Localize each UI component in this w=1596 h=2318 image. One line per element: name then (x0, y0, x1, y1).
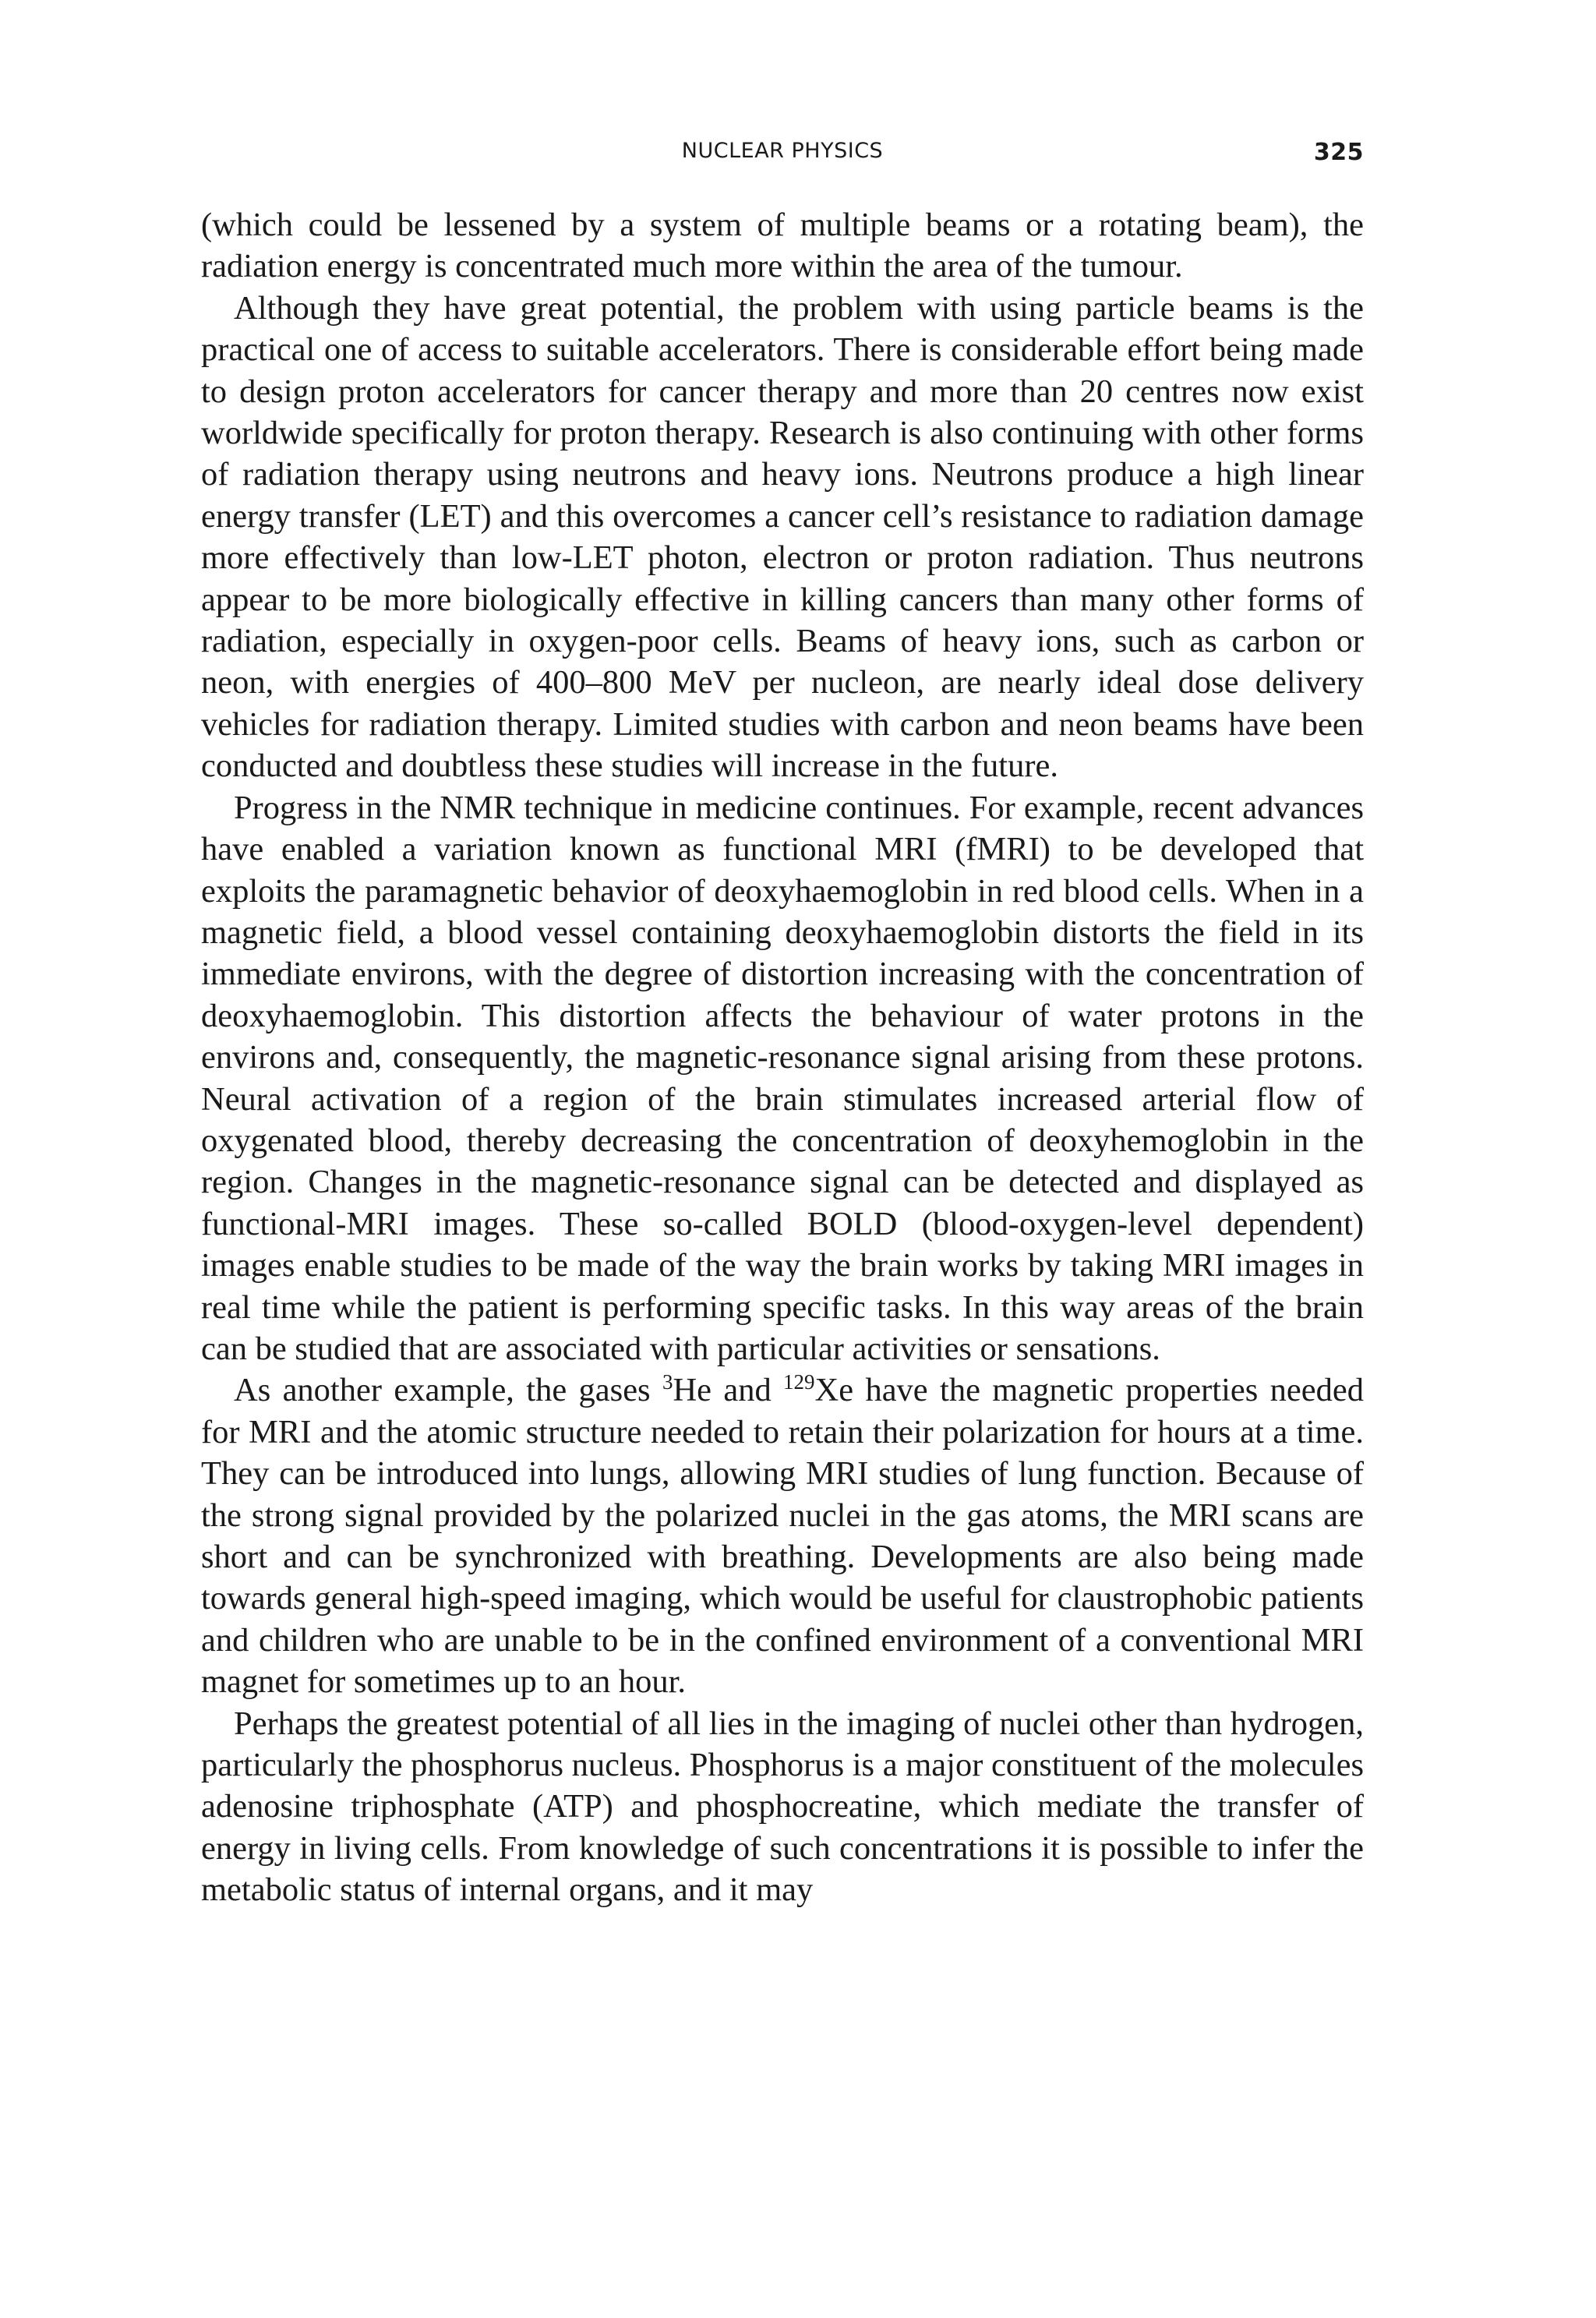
paragraph-polarized-gases (201, 1369, 1364, 1702)
running-title: NUCLEAR PHYSICS (681, 139, 884, 163)
page-number: 325 (1313, 139, 1364, 166)
paragraph-particle-beams: Although they have great potential, the problem with using particle beams is the practical one of access to suitable accelerators. There is considerable effort being made to design proton accelerators for cancer therapy and more than 20 centres now exist worldwide specifically for proton therapy. Research is also continuing with other forms of radiation therapy using neutrons and heavy ions. Neutrons produce a high linear energy transfer (LET) and this overcomes a cancer cell’s resistance to radiation damage more effectively than low-LET photon, electron or proton radiation. Thus neutrons appear to be more biologically effective in killing cancers than many other forms of radiation, especially in oxygen-poor cells. Beams of heavy ions, such as carbon or neon, with energies of 400–800 MeV per nucleon, are nearly ideal dose delivery vehicles for radiation therapy. Limited studies with carbon and neon beams have been conducted and doubtless these studies will increase in the future. (201, 289, 1364, 785)
text-run: He and (673, 1372, 784, 1409)
text-run: Xe have the magnetic properties needed for MRI and the atomic structure needed to retain their polarization for hours at a time. They can be introduced into lungs, allowing MRI studies of lung function. Because of the strong signal provided by the polarized nuclei in the gas atoms, the MRI scans are short and can be synchronized with breathing. Developments are also being made towards general high-speed imaging, which would be useful for claustrophobic patients and children who are unable to be in the confined environment of a conventional MRI magnet for sometimes up to an hour. (201, 1372, 1364, 1701)
superscript-mass-number: 129 (783, 1370, 815, 1394)
body-text (201, 204, 1364, 1911)
text-run: As another example, the gases (234, 1372, 662, 1409)
paragraph-phosphorus: Perhaps the greatest potential of all lies in the imaging of nuclei other than hydrogen, particularly the phosphorus nucleus. Phosphorus is a major constituent of the molecules adenosine triphosphate (ATP) and phosphocreatine, which mediate the transfer of energy in living cells. From knowledge of such concentrations it is possible to infer the metabolic status of internal organs, and it may (201, 1705, 1364, 1909)
superscript-mass-number: 3 (662, 1370, 673, 1394)
running-header (201, 139, 1364, 170)
paragraph-fmri: Progress in the NMR technique in medicine continues. For example, recent advances have enabled a variation known as functional MRI (fMRI) to be developed that exploits the paramagnetic behavior of deoxyhaemoglobin in red blood cells. When in a magnetic field, a blood vessel containing deoxyhaemoglobin distorts the field in its immediate environs, with the degree of distortion increasing with the concentration of deoxyhaemoglobin. This distortion affects the behaviour of water protons in the environs and, consequently, the magnetic-resonance signal arising from these protons. Neural activation of a region of the brain stimulates increased arterial flow of oxygenated blood, thereby decreasing the concentration of deoxyhemoglobin in the region. Changes in the magnetic-resonance signal can be detected and displayed as functional-MRI images. These so-called BOLD (blood-oxygen-level dependent) images enable studies to be made of the way the brain works by taking MRI images in real time while the patient is performing specific tasks. In this way areas of the brain can be studied that are associated with particular activities or sensations. (201, 789, 1364, 1367)
paragraph-continued: (which could be lessened by a system of multiple beams or a rotating beam), the radiation energy is concentrated much more within the area of the tumour. (201, 207, 1364, 285)
